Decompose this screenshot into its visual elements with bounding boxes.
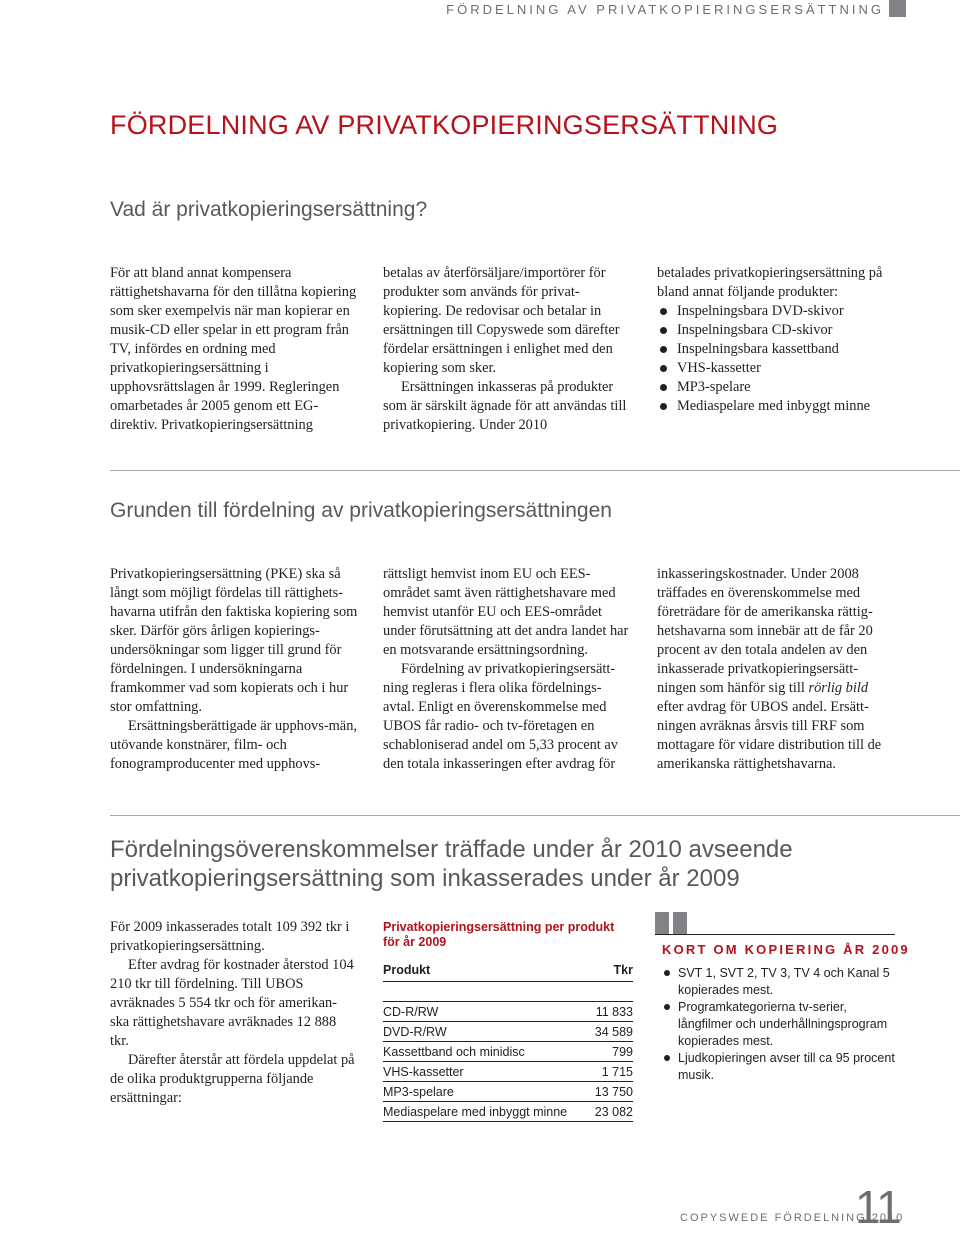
product-list-item: Inspelningsbara kassettband — [657, 340, 897, 359]
page-number: 11 — [855, 1181, 901, 1233]
table-cell-product: Mediaspelare med inbyggt minne — [383, 1102, 590, 1122]
table-row — [383, 1102, 633, 1122]
section3-col1-paragraph-1: För 2009 inkasserades totalt 109 392 tkr i privatkopieringsersättning. — [110, 919, 350, 954]
factbox-title: KORT OM KOPIERING ÅR 2009 — [662, 942, 910, 957]
factbox-rule — [655, 934, 895, 935]
table-row — [383, 1022, 633, 1042]
table-header-row — [383, 960, 633, 982]
table-cell-tkr: 11 833 — [590, 1002, 633, 1022]
table-cell-product: Kassettband och minidisc — [383, 1042, 590, 1062]
section3-heading-line-1: Fördelningsöverenskommelser träffade under år 2010 avseende — [110, 836, 793, 863]
table-cell-tkr: 1 715 — [590, 1062, 633, 1082]
factbox-item: SVT 1, SVT 2, TV 3, TV 4 och Kanal 5 kopierades mest. — [664, 965, 899, 999]
section-heading-basis: Grunden till fördelning av privatkopieringsersättningen — [110, 499, 612, 522]
section1-column-3 — [657, 264, 897, 416]
section3-col1-paragraph-2: Efter avdrag för kostnader återstod 104 210 tkr till fördelning. Till UBOS avräknades 5 554 tkr och för amerikan-ska rättighetshavare avräknades 12 888 tkr. — [110, 957, 354, 1049]
table-cell-product: DVD-R/RW — [383, 1022, 590, 1042]
product-table — [383, 960, 633, 1122]
table-row — [383, 1082, 633, 1102]
factbox-item: Ljudkopieringen avser till ca 95 procent musik. — [664, 1050, 899, 1084]
section1-col2-paragraph-1: betalas av återförsäljare/importörer för produkter som används för privat-kopiering. De redovisar och betalar in ersättningen till Copyswede som därefter fördelar ersättningen i enlighet med den kopiering som sker. — [383, 265, 620, 376]
section2-column-1 — [110, 565, 360, 774]
footer-label: COPYSWEDE FÖRDELNING 2010 — [680, 1212, 905, 1224]
section2-col1-paragraph-2: Ersättningsberättigade är upphovs-män, utövande konstnärer, film- och fonogramproducenter med upphovs- — [110, 718, 357, 772]
divider-rule — [110, 470, 960, 471]
section3-heading-line-2: privatkopieringsersättning som inkasserades under år 2009 — [110, 865, 740, 892]
running-header: FÖRDELNING AV PRIVATKOPIERINGSERSÄTTNING — [446, 2, 884, 17]
product-list-item: Mediaspelare med inbyggt minne — [657, 397, 897, 416]
product-list-item: Inspelningsbara DVD-skivor — [657, 302, 897, 321]
section3-col1-paragraph-3: Därefter återstår att fördela uppdelat på de olika produktgrupperna följande ersättningar: — [110, 1052, 355, 1106]
table-caption — [383, 920, 633, 950]
section2-col3-italic: rörlig bild — [808, 680, 869, 696]
table-row — [383, 1042, 633, 1062]
section1-col1-paragraph: För att bland annat kompensera rättighetshavarna för den tillåtna kopiering som sker exempelvis när man kopierar en musik-CD eller spelar in ett program från TV, infördes en ordning med privatkopieringsersättning i upphovsrättslagen år 1999. Regleringen omarbetades år 2005 genom ett EG-direktiv. Privatkopieringsersättning — [110, 265, 357, 433]
table-header-tkr: Tkr — [590, 960, 633, 982]
section2-column-2 — [383, 565, 633, 774]
table-cell-product: MP3-spelare — [383, 1082, 590, 1102]
section2-col2-paragraph-2: Fördelning av privatkopieringsersätt-ning regleras i flera olika fördelnings-avtal. Enligt en överenskommelse med UBOS får radio- och tv-företagen en schabloniserad andel om 5,33 procent av den totala inkasseringen efter avdrag för — [383, 661, 618, 772]
header-square-mark — [889, 0, 906, 17]
section2-col1-paragraph-1: Privatkopieringsersättning (PKE) ska så långt som möjligt fördelas till rättighets-havarna utifrån den faktiska kopiering som sker. Därför görs årligen kopierings-undersökningar som ligger till grund för fördelningen. I undersökningarna framkommer vad som kopierats och i hur stor omfattning. — [110, 566, 358, 715]
section2-column-3 — [657, 565, 897, 774]
divider-rule — [110, 815, 960, 816]
table-spacer-row — [383, 982, 633, 1002]
table-cell-tkr: 34 589 — [590, 1022, 633, 1042]
quote-mark-icon — [655, 912, 691, 942]
section1-col2-paragraph-2: Ersättningen inkasseras på produkter som är särskilt ägnade för att användas till privatkopiering. Under 2010 — [383, 379, 627, 433]
section1-column-1 — [110, 264, 360, 435]
table-cell-tkr: 23 082 — [590, 1102, 633, 1122]
table-row — [383, 1062, 633, 1082]
product-list-item: MP3-spelare — [657, 378, 897, 397]
table-cell-product: CD-R/RW — [383, 1002, 590, 1022]
section2-col3-paragraph — [657, 565, 897, 774]
table-row — [383, 1002, 633, 1022]
factbox-list — [664, 965, 899, 1084]
page-title: FÖRDELNING AV PRIVATKOPIERINGSERSÄTTNING — [110, 110, 779, 140]
table-cell-tkr: 799 — [590, 1042, 633, 1062]
table-cell-tkr: 13 750 — [590, 1082, 633, 1102]
section2-col3-text-b: efter avdrag för UBOS andel. Ersätt-ningen avräknas årsvis till FRF som mottagare för vidare distribution till de amerikanska rättighetshavarna. — [657, 699, 882, 772]
product-list-item: VHS-kassetter — [657, 359, 897, 378]
table-caption-line-2: för år 2009 — [383, 935, 447, 949]
product-list-item: Inspelningsbara CD-skivor — [657, 321, 897, 340]
table-caption-line-1: Privatkopieringsersättning per produkt — [383, 920, 615, 934]
table-header-product: Produkt — [383, 960, 590, 982]
table-cell-product: VHS-kassetter — [383, 1062, 590, 1082]
section2-col3-text-a: inkasseringskostnader. Under 2008 träffades en överenskommelse med företrädare för de amerikanska rättig-hetshavarna som innebär att de får 20 procent av den totala andelen av den inkasserade privatkopieringsersätt-ningen som hänför sig till — [657, 566, 873, 696]
section3-column-1 — [110, 918, 355, 1108]
section1-col3-intro: betalades privatkopieringsersättning på bland annat följande produkter: — [657, 265, 883, 300]
product-list — [657, 302, 897, 416]
section-heading-agreements — [110, 835, 793, 893]
factbox-item: Programkategorierna tv-serier, långfilmer och underhållningsprogram kopierades mest. — [664, 999, 899, 1050]
section-heading-what-is: Vad är privatkopieringsersättning? — [110, 198, 428, 221]
section2-col2-paragraph-1: rättsligt hemvist inom EU och EES-området samt även rättighetshavare med hemvist utanför EU och EES-området under förutsättning att det andra landet har en motsvarande ersättningsordning. — [383, 566, 629, 658]
section1-column-2 — [383, 264, 633, 435]
